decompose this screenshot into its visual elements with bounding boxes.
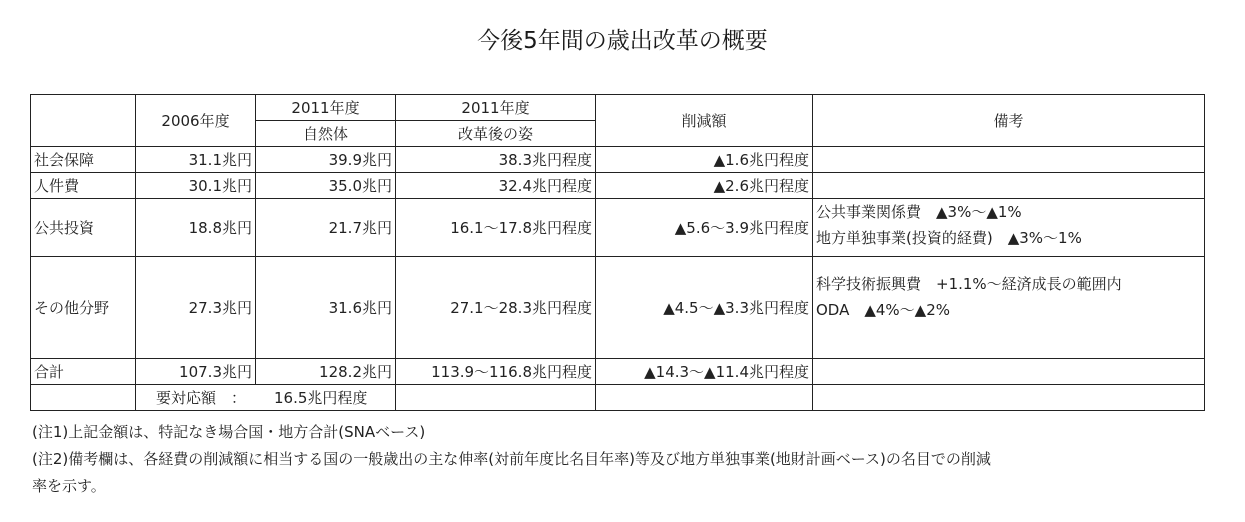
header-2011-natural-top: 2011年度: [256, 95, 396, 121]
row-label: 合計: [31, 359, 136, 385]
header-remarks: 備考: [813, 95, 1205, 147]
header-2011-reform-top: 2011年度: [396, 95, 596, 121]
header-2006: 2006年度: [136, 95, 256, 147]
remarks-cell: [813, 147, 1205, 173]
remarks-line: 地方単独事業(投資的経費) ▲3%～1%: [816, 229, 1082, 247]
remarks-line: 公共事業関係費 ▲3%～▲1%: [816, 203, 1022, 221]
value-reduction: ▲5.6～3.9兆円程度: [596, 199, 813, 257]
header-2011-natural-bottom: 自然体: [256, 121, 396, 147]
header-reduction: 削減額: [596, 95, 813, 147]
summary-empty-cell: [813, 385, 1205, 411]
summary-row: [31, 385, 1205, 411]
table-row: [31, 257, 1205, 359]
value-2011-natural: 21.7兆円: [256, 199, 396, 257]
footnotes: [32, 419, 1212, 500]
value-2011-natural: 39.9兆円: [256, 147, 396, 173]
table-header-row: [31, 95, 1205, 121]
value-2011-natural: 31.6兆円: [256, 257, 396, 359]
remarks-cell: [813, 359, 1205, 385]
value-2006: 18.8兆円: [136, 199, 256, 257]
value-reduction: ▲1.6兆円程度: [596, 147, 813, 173]
header-2011-reform-bottom: 改革後の姿: [396, 121, 596, 147]
remarks-cell: [813, 199, 1205, 257]
summary-empty-cell: [396, 385, 596, 411]
table-row: [31, 173, 1205, 199]
footnote: 率を示す。: [32, 477, 106, 495]
value-2011-natural: 128.2兆円: [256, 359, 396, 385]
value-2011-natural: 35.0兆円: [256, 173, 396, 199]
row-label: 公共投資: [31, 199, 136, 257]
table-row: [31, 359, 1205, 385]
value-2006: 27.3兆円: [136, 257, 256, 359]
row-label: 人件費: [31, 173, 136, 199]
remarks-line: 科学技術振興費 +1.1%～経済成長の範囲内: [816, 275, 1122, 293]
remarks-line: ODA ▲4%～▲2%: [816, 301, 951, 319]
table-row: [31, 199, 1205, 257]
value-2011-reform: 113.9～116.8兆円程度: [396, 359, 596, 385]
value-2006: 30.1兆円: [136, 173, 256, 199]
value-reduction: ▲4.5～▲3.3兆円程度: [596, 257, 813, 359]
value-2011-reform: 16.1～17.8兆円程度: [396, 199, 596, 257]
summary-empty-cell: [31, 385, 136, 411]
value-2011-reform: 27.1～28.3兆円程度: [396, 257, 596, 359]
value-2011-reform: 32.4兆円程度: [396, 173, 596, 199]
summary-label: 要対応額 ：: [156, 388, 247, 407]
summary-empty-cell: [596, 385, 813, 411]
row-label: その他分野: [31, 257, 136, 359]
footnote: (注1)上記金額は、特記なき場合国・地方合計(SNAベース): [32, 423, 426, 441]
budget-reform-table: [30, 94, 1205, 411]
value-reduction: ▲2.6兆円程度: [596, 173, 813, 199]
value-2006: 107.3兆円: [136, 359, 256, 385]
summary-cell: [136, 385, 396, 411]
remarks-cell: [813, 173, 1205, 199]
footnote: (注2)備考欄は、各経費の削減額に相当する国の一般歳出の主な伸率(対前年度比名目年率)等及び地方単独事業(地財計画ベース)の名目での削減: [32, 450, 991, 468]
table-row: [31, 147, 1205, 173]
remarks-cell: [813, 257, 1205, 359]
value-2006: 31.1兆円: [136, 147, 256, 173]
row-label: 社会保障: [31, 147, 136, 173]
summary-value: 16.5兆円程度: [274, 388, 368, 407]
header-empty-cell: [31, 95, 136, 147]
value-2011-reform: 38.3兆円程度: [396, 147, 596, 173]
value-reduction: ▲14.3～▲11.4兆円程度: [596, 359, 813, 385]
page-title: 今後5年間の歳出改革の概要: [477, 28, 768, 54]
